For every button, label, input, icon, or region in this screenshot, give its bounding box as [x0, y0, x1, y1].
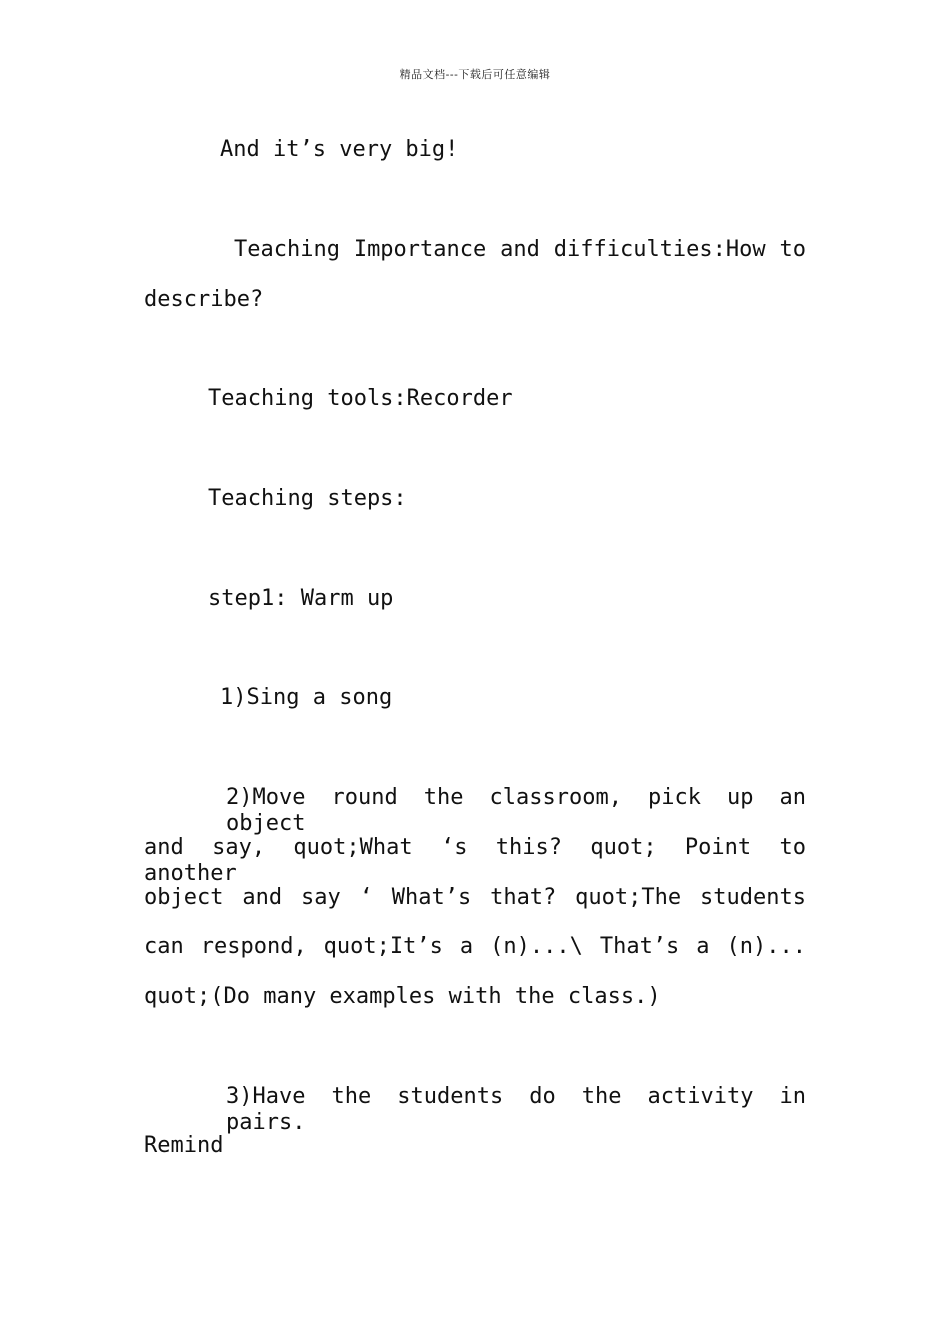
text-line: Teaching steps:: [208, 486, 407, 511]
text-line: describe?: [144, 287, 264, 312]
text-line: Teaching tools:Recorder: [208, 386, 513, 411]
text-line: 1)Sing a song: [220, 685, 393, 710]
text-line: quot;(Do many examples with the class.): [144, 984, 661, 1009]
text-line: and say, quot;What ‘s this? quot; Point to another: [144, 835, 806, 886]
page-header: 精品文档---下载后可任意编辑: [399, 68, 551, 81]
text-line: And it’s very big!: [220, 137, 459, 162]
text-line: step1: Warm up: [208, 586, 394, 611]
text-line: 3)Have the students do the activity in pairs.: [226, 1084, 806, 1135]
text-line: object and say ‘ What’s that? quot;The students: [144, 885, 806, 910]
text-line: can respond, quot;It’s a (n)...\ That’s a (n)...: [144, 934, 806, 959]
text-line: Remind: [144, 1133, 224, 1158]
text-line: Teaching Importance and difficulties:How to: [234, 237, 806, 262]
text-line: 2)Move round the classroom, pick up an object: [226, 785, 806, 836]
